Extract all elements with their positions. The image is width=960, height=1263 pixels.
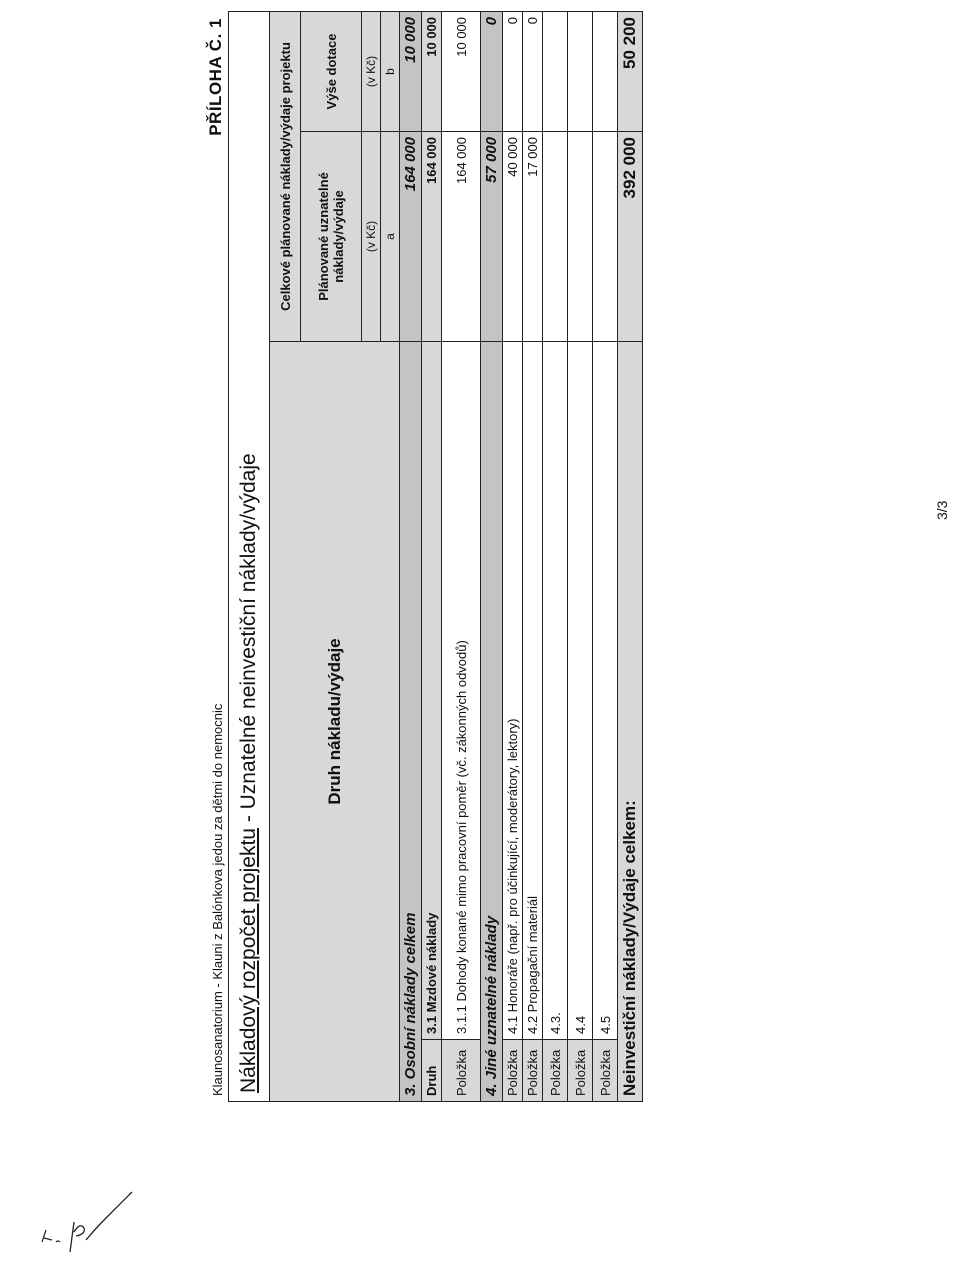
amount-a: 164 000	[442, 132, 481, 342]
amount-a: 40 000	[503, 132, 523, 342]
row-kind: Druh	[422, 1040, 442, 1102]
amount-a: 57 000	[481, 132, 503, 342]
section-label: 4. Jiné uznatelné náklady	[481, 342, 503, 1102]
amount-a	[568, 132, 593, 342]
amount-a	[543, 132, 568, 342]
amount-a: 164 000	[400, 132, 422, 342]
budget-table	[228, 11, 643, 1102]
row-label: 4.1 Honoráře (např. pro účinkující, moderátory, lektory)	[503, 342, 523, 1040]
col-total-header: Celkové plánované náklady/výdaje projektu	[270, 11, 301, 341]
row-kind: Položka	[543, 1040, 568, 1102]
project-name: Klaunosanatorium - Klauni z Balónkova jedou za dětmi do nemocnic	[210, 703, 225, 1096]
amount-a: 17 000	[523, 132, 543, 342]
amount-b	[593, 11, 618, 131]
letter-b: b	[381, 11, 400, 131]
total-label: Neinvestiční náklady/Výdaje celkem:	[618, 342, 643, 1102]
rotated-document	[206, 12, 806, 1102]
budget-title	[229, 11, 270, 1101]
row-label: 4.4	[568, 342, 593, 1040]
amount-b: 10 000	[422, 11, 442, 131]
unit-b: (v Kč)	[362, 11, 381, 131]
amount-a: 164 000	[422, 132, 442, 342]
attachment-label: PŘÍLOHA Č. 1	[206, 18, 225, 136]
item-row	[503, 11, 523, 1101]
page-number: 3/3	[934, 500, 950, 520]
item-row	[593, 11, 618, 1101]
amount-b	[543, 11, 568, 131]
item-row	[568, 11, 593, 1101]
row-label: 3.1.1 Dohody konané mimo pracovní poměr (vč. zákonných odvodů)	[442, 342, 481, 1040]
document-header	[206, 12, 228, 1102]
row-kind: Položka	[442, 1040, 481, 1102]
total-a: 392 000	[618, 132, 643, 342]
amount-b: 10 000	[442, 11, 481, 131]
total-row	[618, 11, 643, 1101]
section-label: 3. Osobní náklady celkem	[400, 342, 422, 1102]
amount-b: 0	[503, 11, 523, 131]
row-label: 4.2 Propagační materiál	[523, 342, 543, 1040]
amount-a	[593, 132, 618, 342]
col-type-header: Druh nákladu/výdaje	[270, 342, 400, 1102]
total-b: 50 200	[618, 11, 643, 131]
amount-b: 0	[481, 11, 503, 131]
category-row	[422, 11, 442, 1101]
item-row	[523, 11, 543, 1101]
section-row	[481, 11, 503, 1101]
row-label: 4.3.	[543, 342, 568, 1040]
handwritten-signature	[34, 1182, 134, 1262]
budget-title-suffix: - Uznatelné neinvestiční náklady/výdaje	[237, 453, 260, 829]
row-label: 4.5	[593, 342, 618, 1040]
letter-a: a	[381, 132, 400, 342]
amount-b	[568, 11, 593, 131]
amount-b: 0	[523, 11, 543, 131]
row-label: 3.1 Mzdové náklady	[422, 342, 442, 1040]
col-b-header: Výše dotace	[301, 11, 362, 131]
item-row	[442, 11, 481, 1101]
row-kind: Položka	[568, 1040, 593, 1102]
col-a-header: Plánované uznatelné náklady/výdaje	[301, 132, 362, 342]
unit-a: (v Kč)	[362, 132, 381, 342]
amount-b: 10 000	[400, 11, 422, 131]
item-row	[543, 11, 568, 1101]
section-row	[400, 11, 422, 1101]
budget-title-prefix: Nákladový rozpočet projektu	[237, 828, 260, 1093]
row-kind: Položka	[523, 1040, 543, 1102]
row-kind: Položka	[503, 1040, 523, 1102]
row-kind: Položka	[593, 1040, 618, 1102]
